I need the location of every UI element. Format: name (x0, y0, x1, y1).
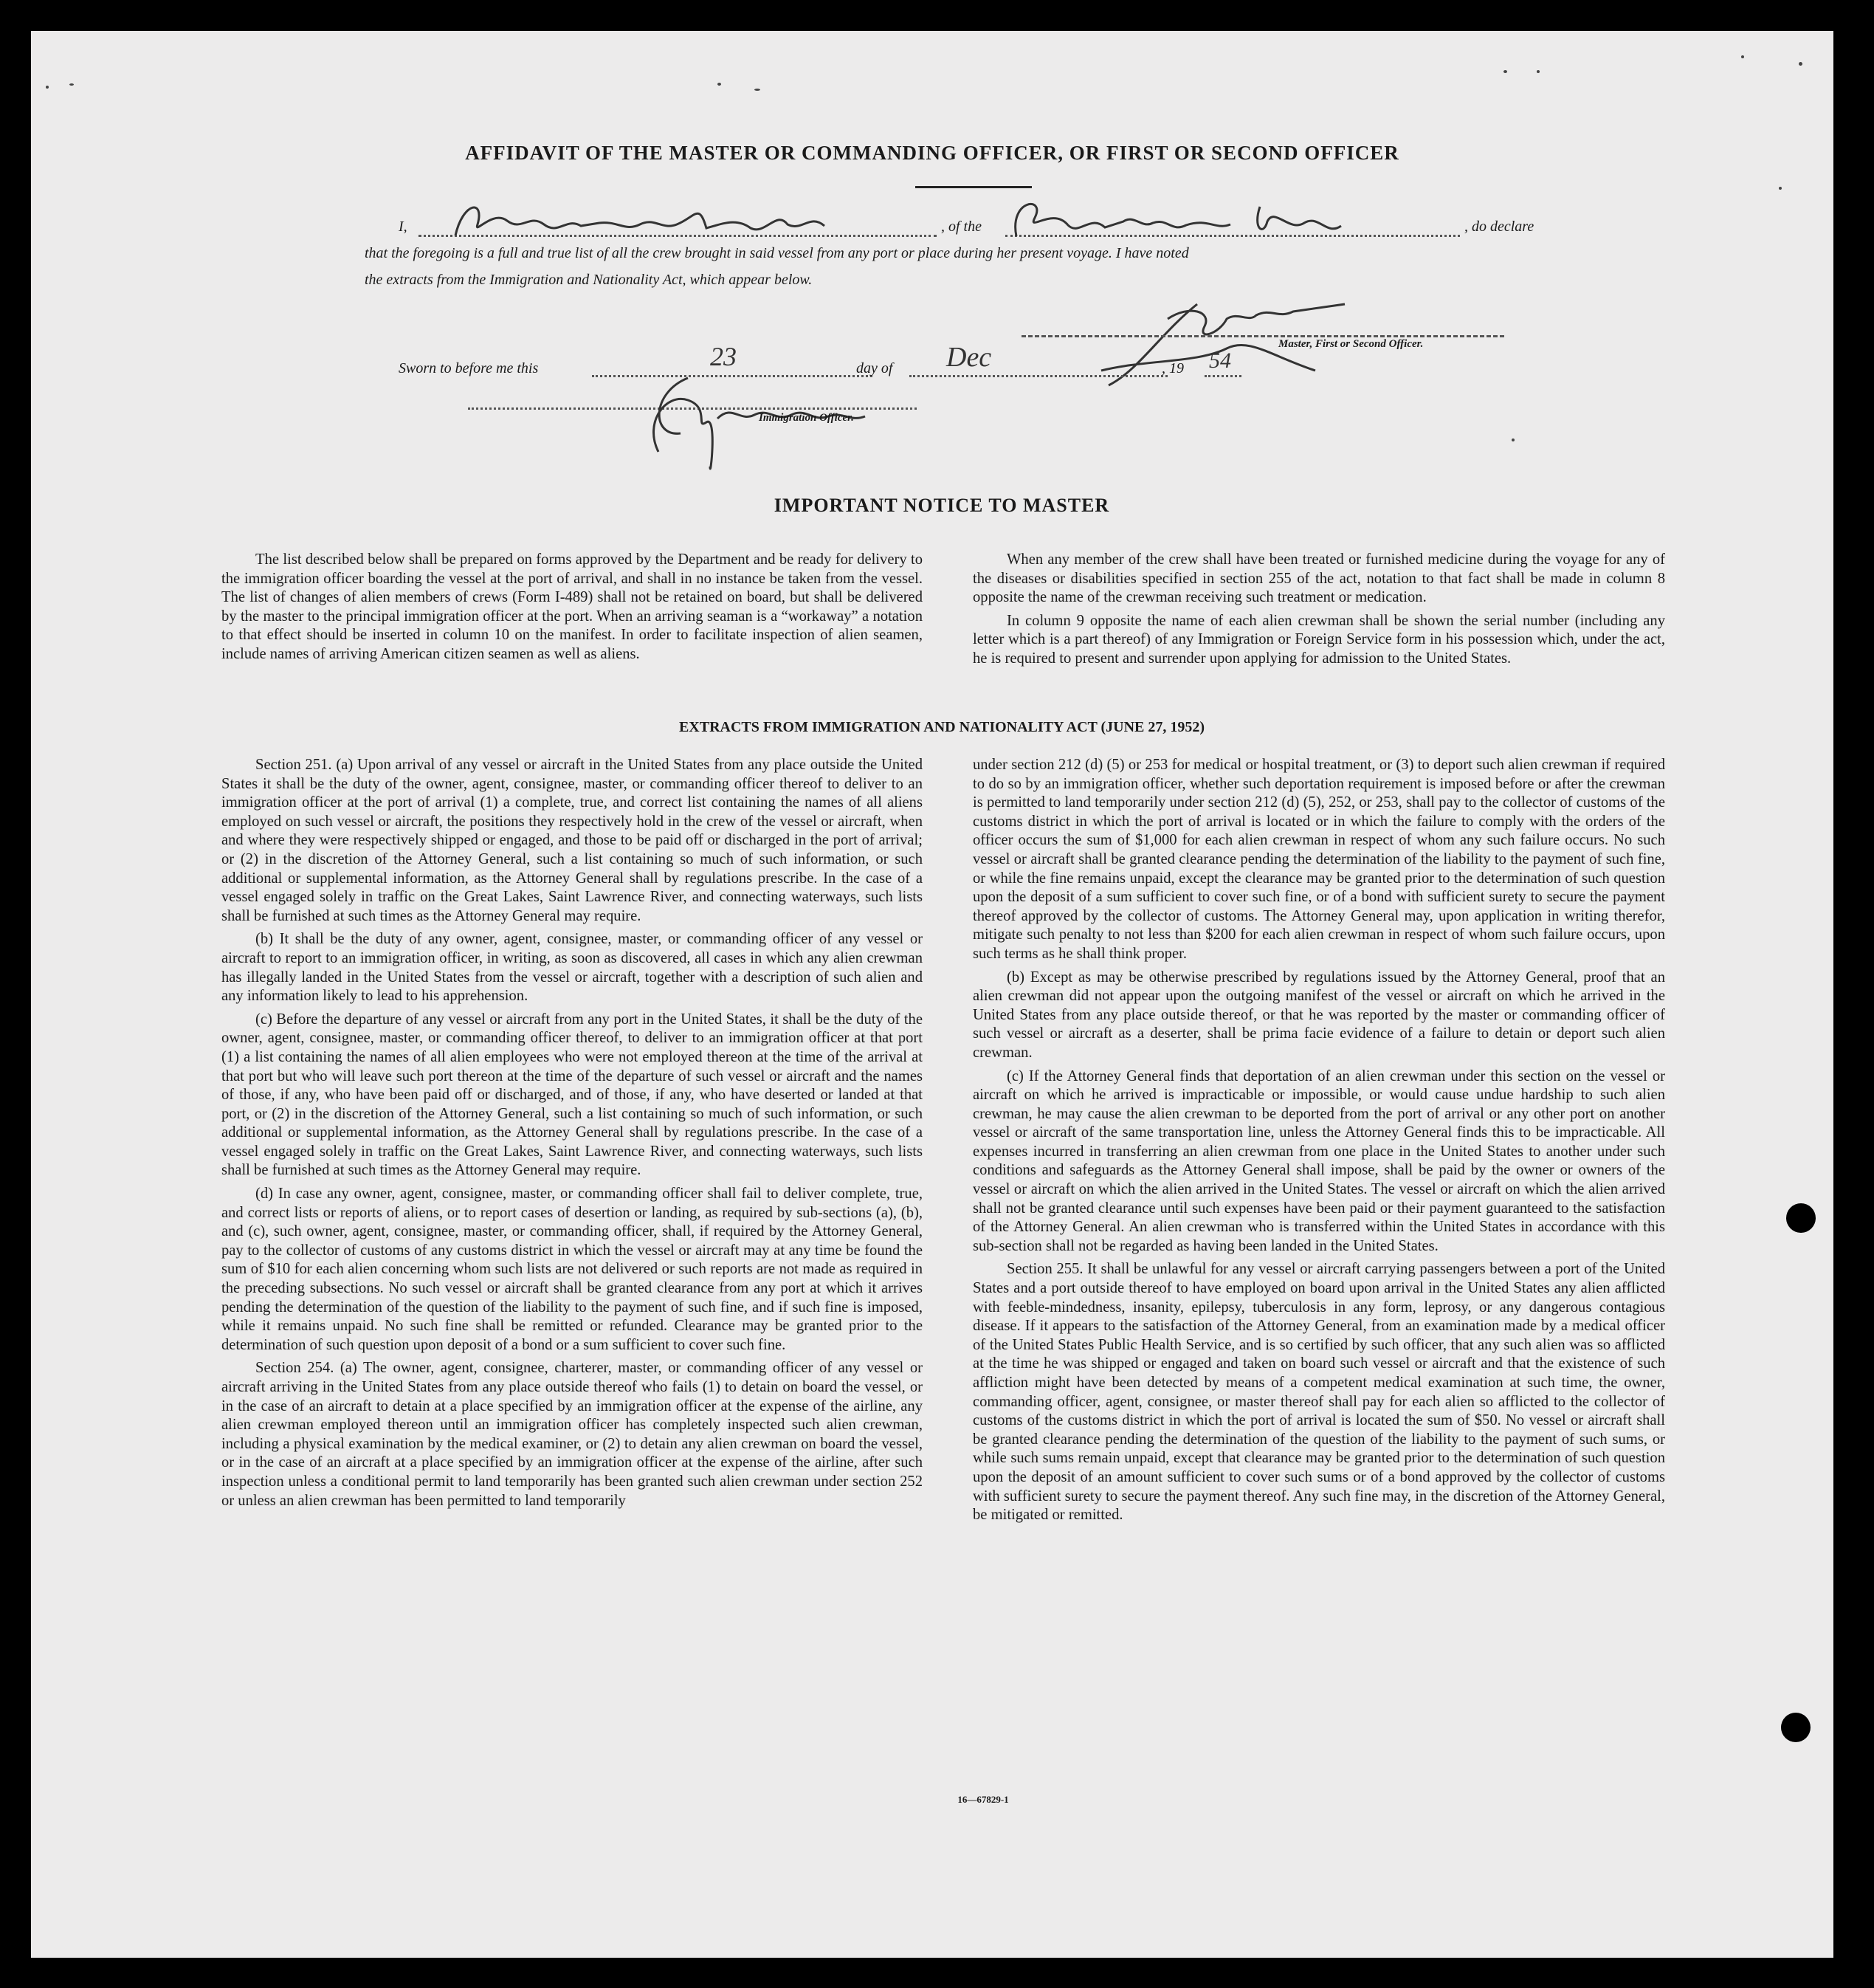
section-251-d: (d) In case any owner, agent, consignee, master, or commanding officer shall fail to deliver complete, true, and correct lists or reports of aliens, or to report cases of desertion or landing, as required by sub-sections (a), (b), and (c), such owner, agent, consignee, master, or commanding officer, shall, if required by the Attorney General, pay to the collector of customs of any customs district in which the vessel or aircraft may at any time be found the sum of $10 for each alien concerning whom such lists are not delivered or such reports are not made as required in the preceding subsections. No such vessel or aircraft shall be granted clearance from any port at which it arrives pending the determination of the question of the liability to the payment of such fine, and if such fine is imposed, while it remains unpaid. No such fine shall be remitted or refunded. Clearance may be granted prior to the determination of such question upon deposit of a bond or a sum sufficient to cover such fine. (221, 1186, 923, 1353)
affidavit-title: AFFIDAVIT OF THE MASTER OR COMMANDING OFFICER, OR FIRST OR SECOND OFFICER (465, 142, 1399, 164)
extracts-title: EXTRACTS FROM IMMIGRATION AND NATIONALITY ACT (JUNE 27, 1952) (678, 719, 1205, 735)
scan-speck (1799, 62, 1802, 66)
notice-title: IMPORTANT NOTICE TO MASTER (774, 495, 1110, 516)
master-signature-line (1022, 335, 1504, 337)
punch-hole (1781, 1713, 1811, 1742)
scan-speck (754, 89, 760, 91)
year-suffix: 54 (1209, 348, 1231, 373)
scan-speck (69, 83, 74, 86)
year-prefix: , 19 (1162, 360, 1184, 376)
section-254-c: (c) If the Attorney General finds that deportation of an alien crewman under this section on the vessel or aircraft on which he arrived is impracticable or impossible, or would cause undue hardship to such alien crewman, he may cause the alien crewman to be deported from the port of arrival or any other port on another vessel or aircraft of the same transportation line, unless the Attorney General finds this to be impracticable. All expenses incurred in transferring an alien crewman from one place in the United States to another under such conditions and safeguards as the Attorney General shall impose, shall be paid by the owner or owners of the vessel or aircraft on which the alien arrived in the United States. The vessel or aircraft on which the alien arrived shall not be granted clearance until such expenses have been paid or their payment guaranteed to the satisfaction of the Attorney General. An alien crewman who is transferred within the United States in accordance with this sub-section shall not be regarded as having been landed in the United States. (973, 1067, 1665, 1254)
scan-speck (1741, 55, 1744, 58)
officer-signature (636, 363, 917, 489)
section-251-a: Section 251. (a) Upon arrival of any vessel or aircraft in the United States from any place outside the United States it shall be the duty of the owner, agent, consignee, master, or commanding officer thereof to deliver to an immigration officer at the port of arrival (1) a complete, true, and correct list containing the names of all aliens employed on such vessel or aircraft, the positions they respectively hold in the crew of the vessel or aircraft, when and where they were respectively shipped or engaged, and those to be paid off or discharged in the port of arrival; or (2) in the discretion of the Attorney General, such a list containing so much of such information, or such additional or supplemental information, as the Attorney General shall by regulations prescribe. In the case of a vessel engaged solely in traffic on the Great Lakes, Saint Lawrence River, and connecting waterways, such lists shall be furnished at such times as the Attorney General may require. (221, 757, 923, 924)
declaration-line-2: that the foregoing is a full and true list of all the crew brought in said vessel from any port or place during her present voyage. I have noted (365, 245, 1189, 261)
scan-speck (46, 86, 49, 89)
do-declare-label: , do declare (1464, 219, 1534, 235)
punch-hole (1786, 1203, 1816, 1233)
section-251-b: (b) It shall be the duty of any owner, agent, consignee, master, or commanding officer of any vessel or aircraft to report to an immigration officer, in writing, as soon as discovered, all cases in which any alien crewman has illegally landed in the United States from the vessel or aircraft, together with a description of such alien and any information likely to lead to his apprehension. (221, 931, 923, 1005)
scan-speck (1537, 70, 1540, 73)
section-255: Section 255. It shall be unlawful for any vessel or aircraft carrying passengers between a port of the United States and a port outside thereof to have employed on board upon arrival in the United States any alien afflicted with feeble-mindedness, insanity, epilepsy, tuberculosis in any form, leprosy, or any dangerous contagious disease. If it appears to the satisfaction of the Attorney General, from an examination made by a medical officer of the United States Public Health Service, and is so certified by such officer, that any such alien was so afflicted at the time he was shipped or engaged and taken on board such vessel or aircraft and that the existence of such affliction might have been detected by means of a competent medical examination at such time, the owner, commanding officer, agent, consignee, or master thereof shall pay for each alien so afflicted to the collector of customs of the customs district in which the port of arrival is located the sum of $50. No vessel or aircraft shall be granted clearance pending the determination of the question of the liability to the payment of such sums, or while such sums remain unpaid, except that clearance may be granted prior to the determination of such question upon the deposit of an amount sufficient to cover such sums or of a bond approved by the collector of customs with sufficient surety to secure the payment thereof. Any such fine may, in the discretion of the Attorney General, be mitigated or remitted. (973, 1261, 1665, 1524)
sworn-day: 23 (710, 342, 737, 371)
officer-label: Immigration Officer. (759, 412, 854, 424)
notice-left-column (221, 551, 923, 669)
vessel-name-signature (994, 192, 1378, 248)
notice-right-text-1: When any member of the crew shall have been treated or furnished medicine during the voyage for any of the diseases or disabilities specified in section 255 of the act, notation to that fact shall be made in column 8 opposite the name of the crewman receiving such treatment or medication. (973, 551, 1665, 606)
extracts-right-column (973, 756, 1665, 1530)
notice-left-text: The list described below shall be prepared on forms approved by the Department and be ready for delivery to the immigration officer boarding the vessel at the port of arrival, and shall in no instance be taken from the vessel. The list of changes of alien members of crews (Form I-489) shall not be retained on board, but shall be delivered by the master to the principal immigration officer at the port. When an arriving seaman is a “workaway” a notation to that effect should be inserted in column 10 on the manifest. In order to facilitate inspection of alien seamen, include names of arriving American citizen seamen as well as aliens. (221, 551, 923, 662)
day-of-label: day of (856, 360, 893, 376)
sworn-month: Dec (946, 342, 992, 373)
scan-speck (1779, 187, 1782, 190)
year-line (1205, 375, 1241, 377)
section-254-a: Section 254. (a) The owner, agent, consignee, charterer, master, or commanding officer of any vessel or aircraft arriving in the United States from any place outside thereof who fails (1) to detain on board the vessel, or in the case of an aircraft to detain at a place specified by an immigration officer at the expense of the airline, any alien crewman employed thereon until an immigration officer has completely inspected such alien crewman, including a physical examination by the medical examiner, or (2) to detain any alien crewman on board the vessel, or in the case of an aircraft at a place specified by an immigration officer at the expense of the airline, after such inspection unless a conditional permit to land temporarily has been granted such alien crewman under section 252 or unless an alien crewman has been permitted to land temporarily (221, 1360, 923, 1509)
section-254-b: (b) Except as may be otherwise prescribed by regulations issued by the Attorney General, proof that an alien crewman did not appear upon the outgoing manifest of the vessel or aircraft on which he arrived in the United States from any place outside thereof, or that he was reported by the master or commanding officer of such vessel or aircraft as a deserter, shall be prima facie evidence of a failure to detain or deport such alien crewman. (973, 969, 1665, 1061)
sworn-month-line (909, 375, 1168, 377)
declaration-line-3: the extracts from the Immigration and Nationality Act, which appear below. (365, 272, 813, 288)
scan-speck (717, 83, 721, 86)
scan-speck (1503, 70, 1507, 73)
notice-right-column (973, 551, 1665, 673)
notice-right-text-2: In column 9 opposite the name of each alien crewman shall be shown the serial number (including any letter which is a part thereof) of any Immigration or Foreign Service form in his possession which, under the act, he is required to present and surrender upon applying for admission to the United States. (973, 612, 1665, 667)
extracts-left-column (221, 756, 923, 1515)
declarant-prefix: I, (399, 219, 407, 235)
sworn-label: Sworn to before me this (399, 360, 539, 376)
master-label: Master, First or Second Officer. (1278, 338, 1424, 350)
section-254-a-continued: under section 212 (d) (5) or 253 for medical or hospital treatment, or (3) to deport such alien crewman if required to do so by an immigration officer, whether such deportation requirement is imposed before or after the crewman is permitted to land temporarily under section 212 (d) (5), 252, or 253, shall pay to the collector of customs of the customs district in which the port of arrival is located or in which the failure to comply with the orders of the officer occurs the sum of $1,000 for each alien crewman in respect of whom any such failure occurs. No such vessel or aircraft shall be granted clearance pending the determination of the liability to the payment of such fine, or while the fine remains unpaid, except the clearance may be granted prior to the determination of such question upon the deposit of a sum sufficient to cover such fine, or of a bond with sufficient surety to secure the payment thereof approved by the collector of customs. The Attorney General may, upon application in writing therefor, mitigate such penalty to not less than $200 for each alien crewman in respect of whom such failure occurs, upon such terms as he shall think proper. (973, 757, 1665, 962)
declarant-signature (441, 195, 854, 247)
of-the-label: , of the (941, 219, 982, 235)
title-divider (915, 186, 1032, 188)
form-number: 16—67829-1 (957, 1794, 1009, 1805)
document-page (31, 31, 1833, 1958)
section-251-c: (c) Before the departure of any vessel or aircraft from any port in the United States, it shall be the duty of the owner, agent, consignee, master, or commanding officer thereof, to deliver to an immigration officer at that port (1) a list containing the names of all alien employees who were not employed thereon at the time of the arrival at that port but who will leave such port thereon at the time of the departure of such vessel or aircraft and the names of those, if any, who have been paid off or discharged, and of those, if any, who have deserted or landed at that port, or (2) in the discretion of the Attorney General, such a list containing so much of such information, or such additional or supplemental information, as the Attorney General shall by regulations prescribe. In the case of a vessel engaged solely in traffic on the Great Lakes, Saint Lawrence River, and connecting waterways, such lists shall be furnished at such times as the Attorney General may require. (221, 1011, 923, 1179)
scan-speck (1512, 438, 1515, 441)
